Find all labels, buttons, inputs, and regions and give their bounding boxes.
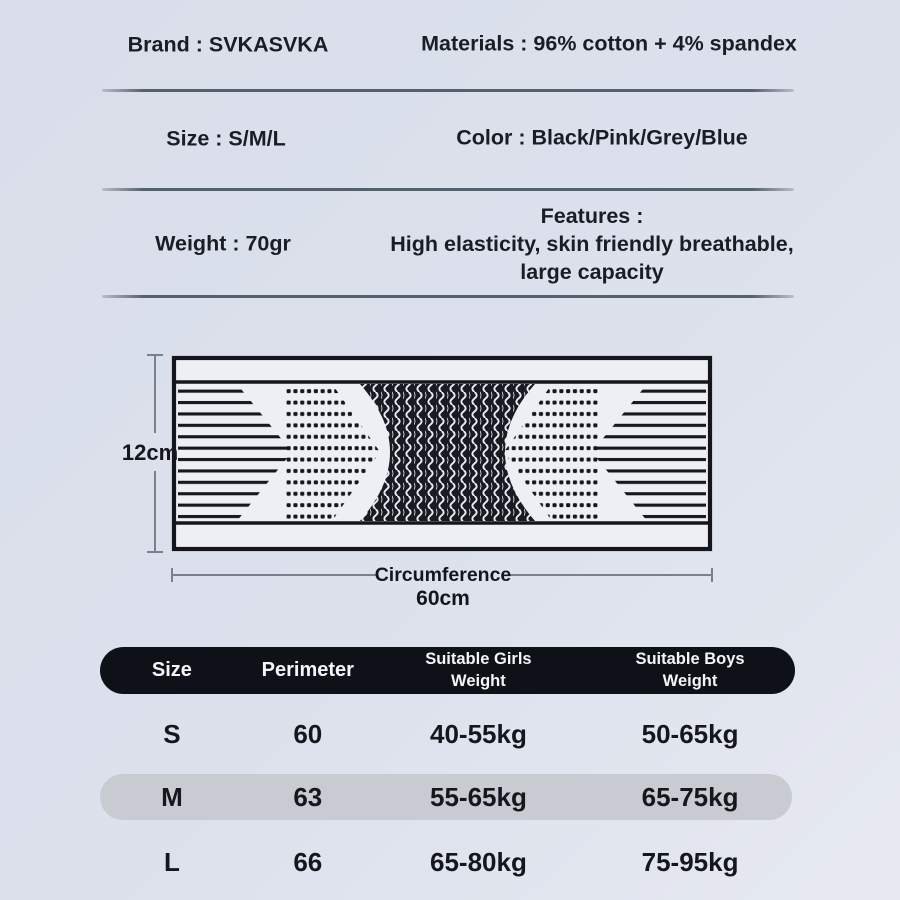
table-row-l xyxy=(100,838,795,886)
height-label: 12cm xyxy=(121,440,179,465)
header-girls-weight: Suitable Girls Weight xyxy=(425,650,532,690)
circumference-label: Circumference xyxy=(374,564,512,586)
cell-boys: 65-75kg xyxy=(641,781,739,812)
features-title: Features : xyxy=(540,204,644,228)
cell-size: L xyxy=(163,846,180,877)
cell-perimeter: 63 xyxy=(293,781,323,812)
divider xyxy=(102,89,794,92)
features-line1: High elasticity, skin friendly breathable, xyxy=(390,232,794,256)
features-line2: large capacity xyxy=(520,260,664,284)
cell-girls: 55-65kg xyxy=(429,781,527,812)
cell-size: S xyxy=(163,718,181,749)
cell-size: M xyxy=(161,781,183,812)
size-value: Size : S/M/L xyxy=(166,126,286,151)
weight-value: Weight : 70gr xyxy=(155,231,291,256)
materials-value: Materials : 96% cotton + 4% spandex xyxy=(421,31,797,56)
divider xyxy=(102,295,794,298)
size-table-header xyxy=(100,647,795,694)
waistband-illustration xyxy=(174,358,710,549)
brand-value: Brand : SVKASVKA xyxy=(127,32,329,57)
cell-girls: 40-55kg xyxy=(429,718,527,749)
table-row-s xyxy=(100,710,795,758)
color-value: Color : Black/Pink/Grey/Blue xyxy=(456,125,748,150)
waistband-diagram xyxy=(95,340,755,620)
cell-boys: 75-95kg xyxy=(641,846,739,877)
circumference-measure xyxy=(172,564,712,610)
cell-perimeter: 66 xyxy=(293,846,323,877)
features-block xyxy=(390,202,793,286)
cell-perimeter: 60 xyxy=(293,718,323,749)
cell-boys: 50-65kg xyxy=(641,718,739,749)
circumference-value: 60cm xyxy=(416,587,470,610)
header-boys-weight: Suitable Boys Weight xyxy=(635,650,745,690)
divider xyxy=(102,188,794,191)
height-measure xyxy=(122,355,178,552)
header-size: Size xyxy=(151,659,192,681)
cell-girls: 65-80kg xyxy=(429,846,527,877)
header-perimeter: Perimeter xyxy=(261,659,354,681)
table-row-m xyxy=(100,773,795,821)
